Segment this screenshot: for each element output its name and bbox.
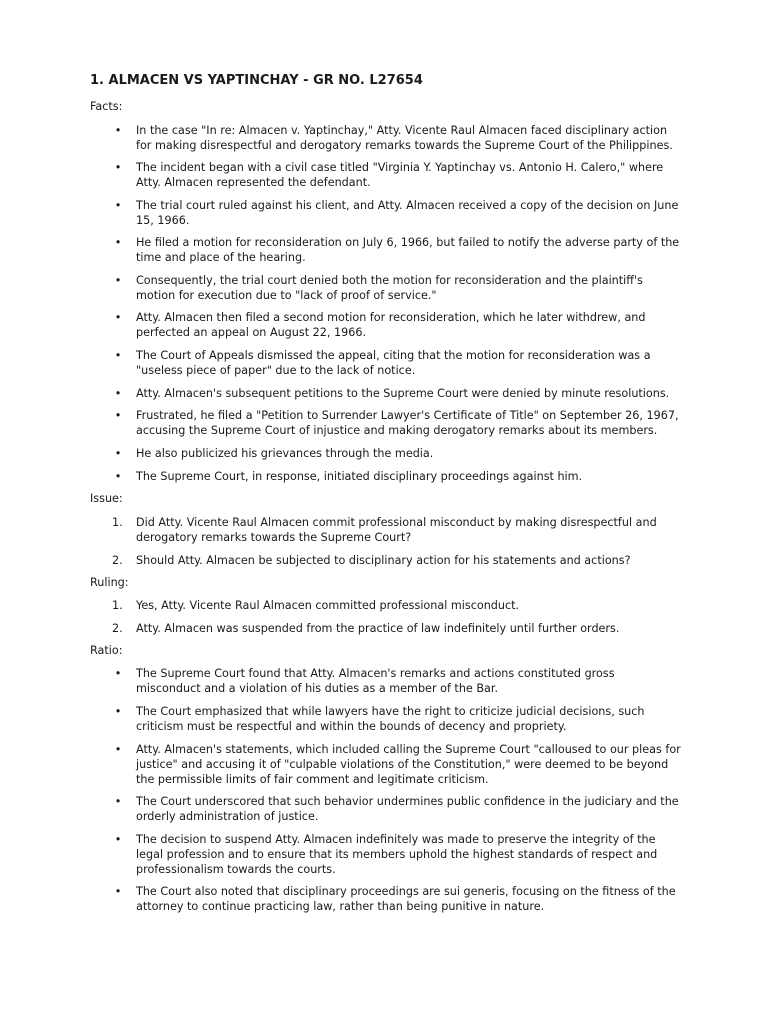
- facts-item: Atty. Almacen's subsequent petitions to the Supreme Court were denied by minute resolutions.: [136, 387, 670, 400]
- ruling-item: Yes, Atty. Vicente Raul Almacen committed professional misconduct.: [136, 599, 520, 612]
- bullet: •: [114, 387, 122, 400]
- bullet: •: [114, 161, 122, 174]
- bullet: •: [114, 885, 122, 898]
- facts-label: Facts:: [90, 100, 123, 113]
- bullet: •: [114, 470, 122, 483]
- bullet: •: [114, 409, 122, 422]
- ruling-label: Ruling:: [90, 576, 129, 589]
- issue-label: Issue:: [90, 492, 123, 505]
- ratio-item: Atty. Almacen's statements, which included calling the Supreme Court "calloused to our pleas for justice" and accusing it of "culpable violations of the Constitution," were deemed to be beyond the permissible limits of fair comment and legitimate criticism.: [136, 743, 681, 786]
- ratio-item: The Supreme Court found that Atty. Almacen's remarks and actions constituted gross misconduct and a violation of his duties as a member of the Bar.: [136, 667, 615, 695]
- ratio-item: The Court emphasized that while lawyers have the right to criticize judicial decisions, such criticism must be respectful and within the bounds of decency and propriety.: [136, 705, 645, 733]
- bullet: •: [114, 447, 122, 460]
- issue-item: Should Atty. Almacen be subjected to disciplinary action for his statements and actions?: [136, 554, 631, 567]
- facts-item: The Supreme Court, in response, initiated disciplinary proceedings against him.: [136, 470, 583, 483]
- ruling-item: Atty. Almacen was suspended from the practice of law indefinitely until further orders.: [136, 622, 620, 635]
- issue-item: Did Atty. Vicente Raul Almacen commit professional misconduct by making disrespectful and derogatory remarks towards the Supreme Court?: [136, 516, 657, 544]
- bullet: •: [114, 236, 122, 249]
- bullet: •: [114, 124, 122, 137]
- facts-item: The trial court ruled against his client, and Atty. Almacen received a copy of the decision on June 15, 1966.: [136, 199, 679, 227]
- facts-item: The Court of Appeals dismissed the appeal, citing that the motion for reconsideration was a "useless piece of paper" due to the lack of notice.: [136, 349, 651, 377]
- bullet: •: [114, 311, 122, 324]
- bullet: •: [114, 667, 122, 680]
- facts-item: Frustrated, he filed a "Petition to Surrender Lawyer's Certificate of Title" on September 26, 1967, accusing the Supreme Court of injustice and making derogatory remarks about its members.: [136, 409, 679, 437]
- bullet: •: [114, 705, 122, 718]
- document-title: 1. ALMACEN VS YAPTINCHAY - GR NO. L27654: [90, 73, 423, 88]
- facts-item: He also publicized his grievances through the media.: [136, 447, 434, 460]
- facts-item: The incident began with a civil case titled "Virginia Y. Yaptinchay vs. Antonio H. Calero," where Atty. Almacen represented the defendant.: [136, 161, 664, 189]
- facts-item: He filed a motion for reconsideration on July 6, 1966, but failed to notify the adverse party of the time and place of the hearing.: [136, 236, 680, 264]
- bullet: •: [114, 833, 122, 846]
- ratio-label: Ratio:: [90, 644, 123, 657]
- list-number: 1.: [112, 599, 123, 612]
- bullet: •: [114, 743, 122, 756]
- bullet: •: [114, 274, 122, 287]
- list-number: 2.: [112, 622, 123, 635]
- bullet: •: [114, 795, 122, 808]
- bullet: •: [114, 349, 122, 362]
- list-number: 2.: [112, 554, 123, 567]
- bullet: •: [114, 199, 122, 212]
- facts-item: Atty. Almacen then filed a second motion for reconsideration, which he later withdrew, and perfected an appeal on August 22, 1966.: [136, 311, 646, 339]
- ratio-item: The Court also noted that disciplinary proceedings are sui generis, focusing on the fitness of the attorney to continue practicing law, rather than being punitive in nature.: [136, 885, 676, 913]
- ratio-item: The Court underscored that such behavior undermines public confidence in the judiciary and the orderly administration of justice.: [136, 795, 679, 823]
- facts-item: In the case "In re: Almacen v. Yaptinchay," Atty. Vicente Raul Almacen faced disciplinary action for making disrespectful and derogatory remarks towards the Supreme Court of the Philippines.: [136, 124, 673, 152]
- facts-item: Consequently, the trial court denied both the motion for reconsideration and the plaintiff's motion for execution due to "lack of proof of service.": [136, 274, 643, 302]
- list-number: 1.: [112, 516, 123, 529]
- ratio-item: The decision to suspend Atty. Almacen indefinitely was made to preserve the integrity of the legal profession and to ensure that its members uphold the highest standards of respect and professionalism towards the courts.: [136, 833, 658, 876]
